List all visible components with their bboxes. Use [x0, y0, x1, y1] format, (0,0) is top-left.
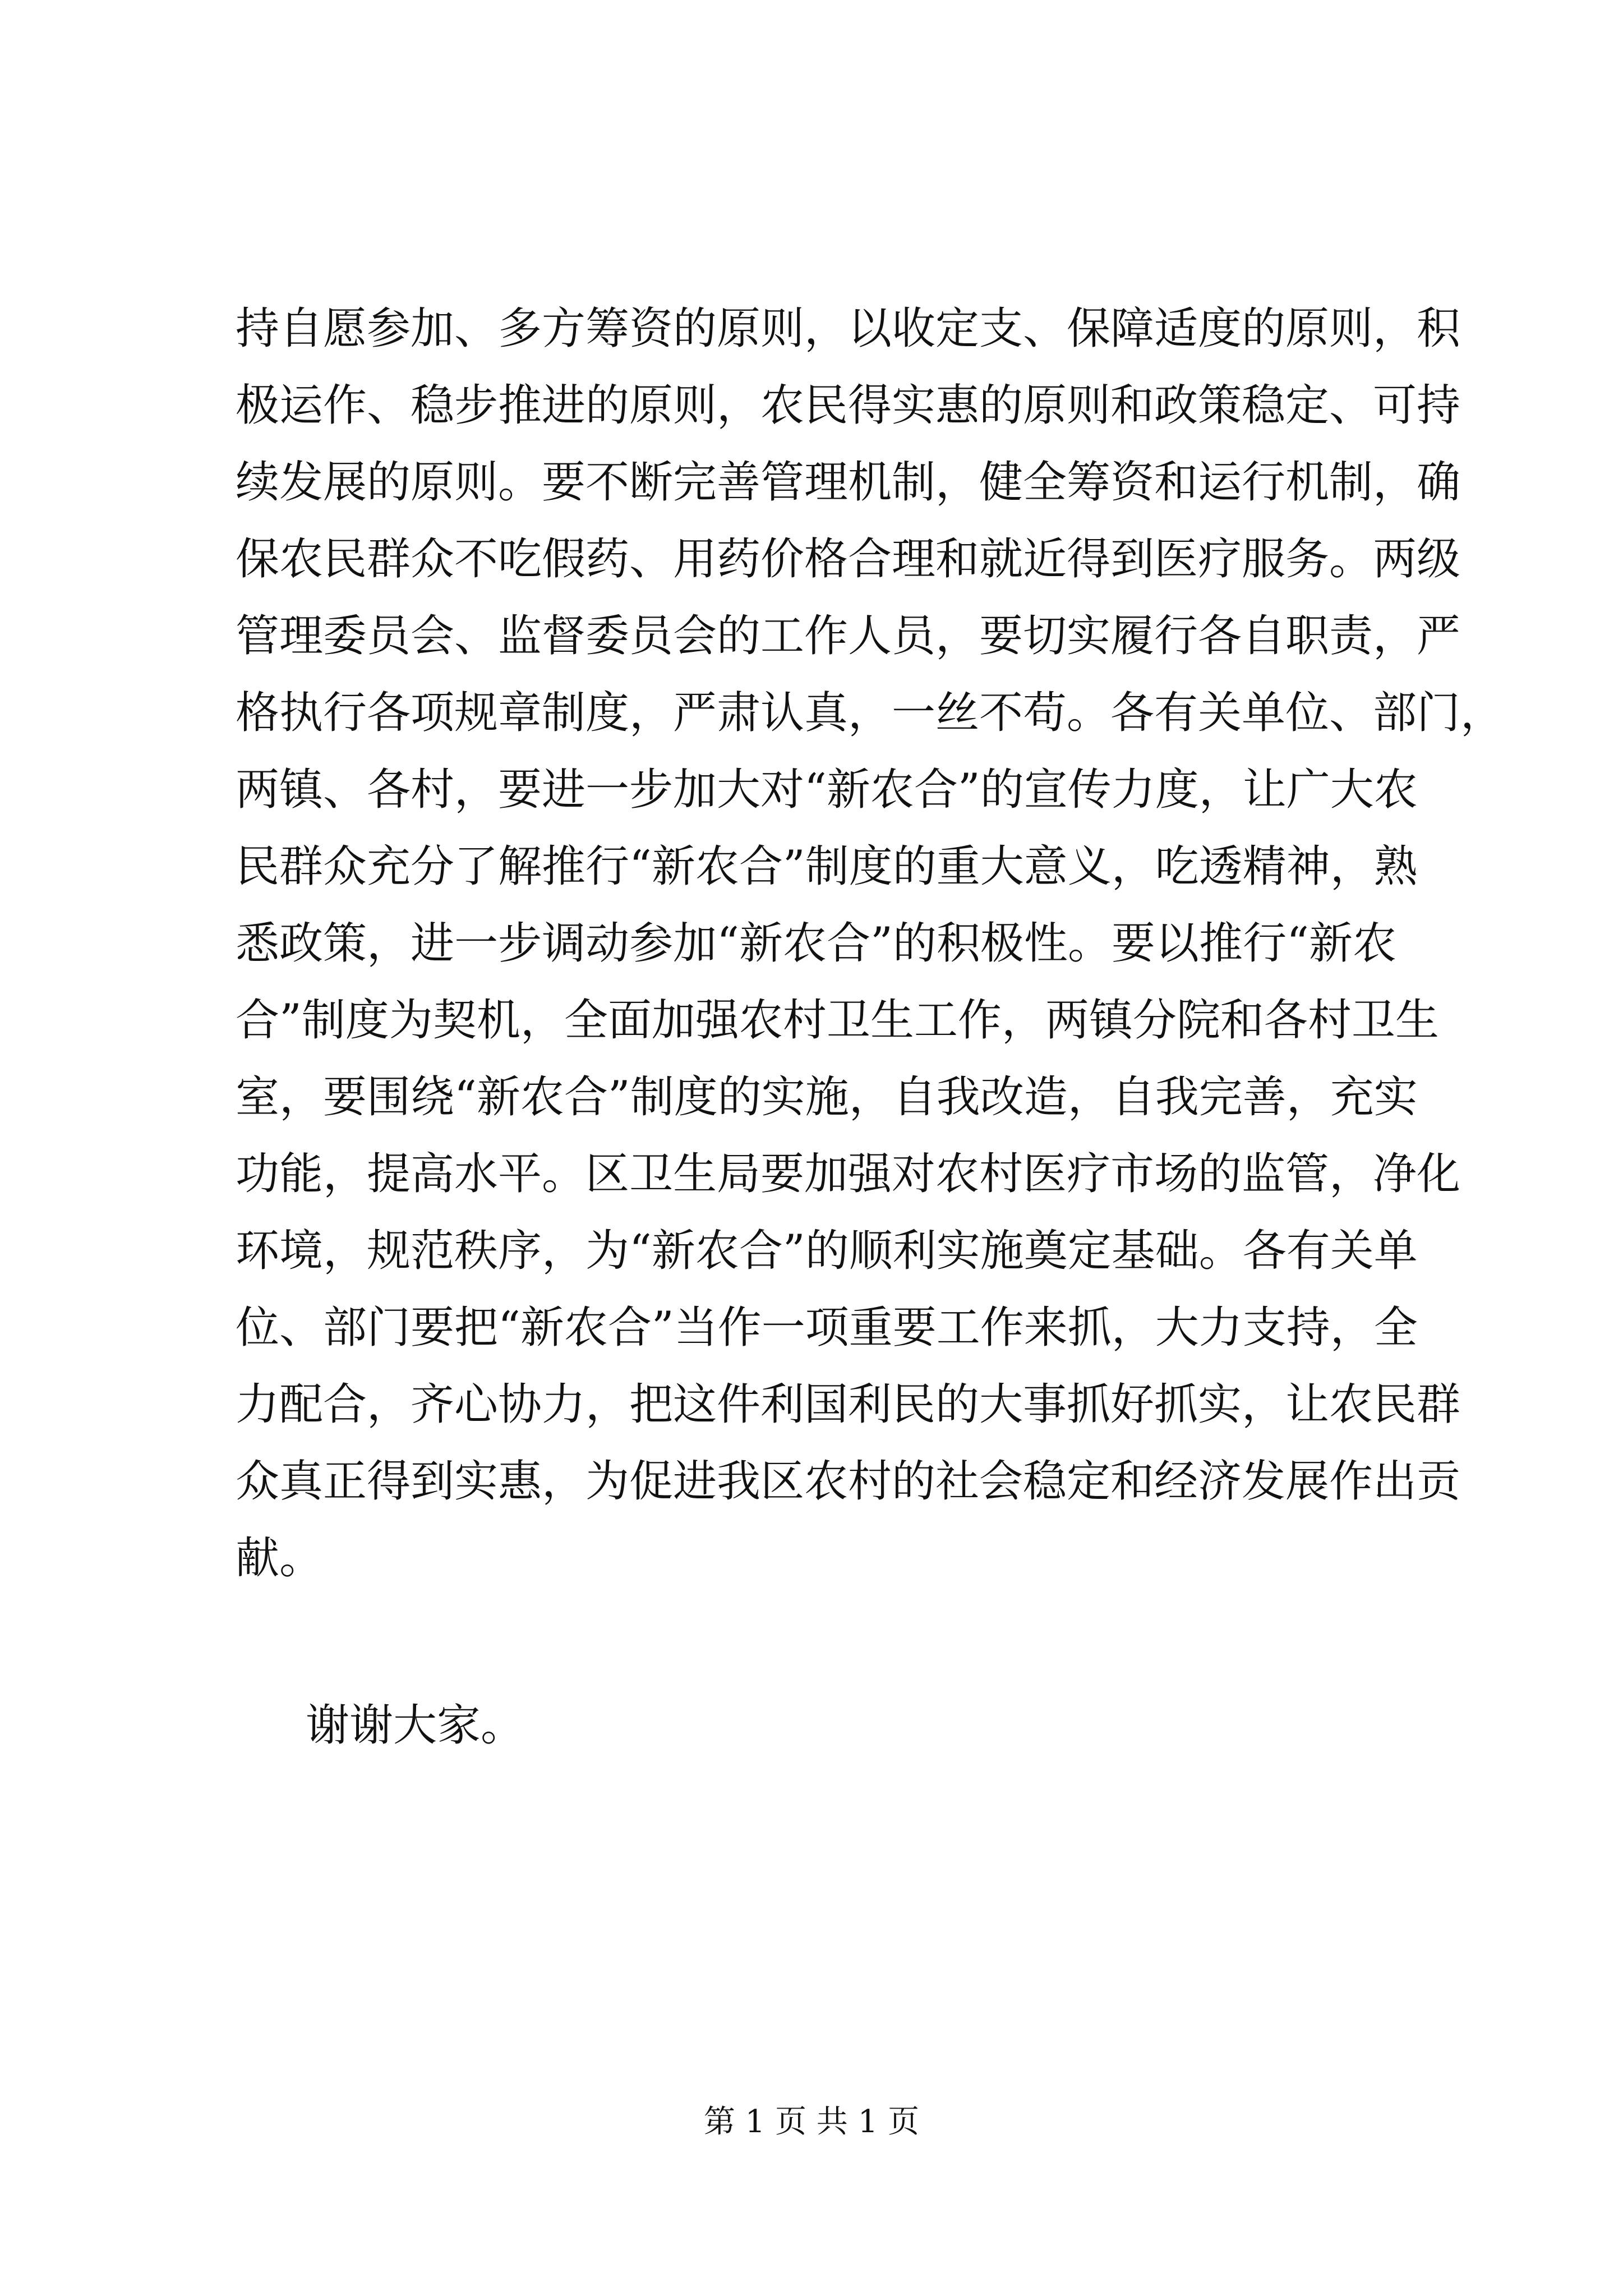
page-number-footer: 第 1 页 共 1 页	[703, 2104, 920, 2140]
paragraph-line: 室，要围绕“新农合”制度的实施，自我改造，自我完善，充实	[236, 1072, 1418, 1122]
paragraph-line: 众真正得到实惠，为促进我区农村的社会稳定和经济发展作出贡	[236, 1456, 1461, 1507]
paragraph-line: 力配合，齐心协力，把这件利国利民的大事抓好抓实，让农民群	[236, 1379, 1461, 1430]
paragraph-line: 献。	[236, 1533, 324, 1584]
paragraph-line: 位、部门要把“新农合”当作一项重要工作来抓，大力支持，全	[236, 1303, 1418, 1353]
closing-remark: 谢谢大家。	[306, 1700, 525, 1751]
paragraph-line: 合”制度为契机，全面加强农村卫生工作，两镇分院和各村卫生	[236, 995, 1439, 1046]
paragraph-line: 续发展的原则。要不断完善管理机制，健全筹资和运行机制，确	[236, 457, 1461, 508]
paragraph-line: 管理委员会、监督委员会的工作人员，要切实履行各自职责，严	[236, 611, 1461, 661]
paragraph-line: 环境，规范秩序，为“新农合”的顺利实施奠定基础。各有关单	[236, 1226, 1418, 1276]
paragraph-line: 功能，提高水平。区卫生局要加强对农村医疗市场的监管，净化	[236, 1149, 1461, 1199]
paragraph-line: 悉政策，进一步调动参加“新农合”的积极性。要以推行“新农	[236, 918, 1396, 969]
paragraph-line: 格执行各项规章制度，严肃认真，一丝不苟。各有关单位、部门，	[236, 688, 1505, 738]
paragraph-line: 两镇、各村，要进一步加大对“新农合”的宣传力度，让广大农	[236, 765, 1418, 815]
paragraph-line: 民群众充分了解推行“新农合”制度的重大意义，吃透精神，熟	[236, 841, 1418, 892]
paragraph-line: 持自愿参加、多方筹资的原则，以收定支、保障适度的原则，积	[236, 303, 1461, 354]
paragraph-line: 极运作、稳步推进的原则，农民得实惠的原则和政策稳定、可持	[236, 380, 1461, 431]
body-paragraph	[236, 291, 1505, 1597]
paragraph-line: 保农民群众不吃假药、用药价格合理和就近得到医疗服务。两级	[236, 534, 1461, 585]
